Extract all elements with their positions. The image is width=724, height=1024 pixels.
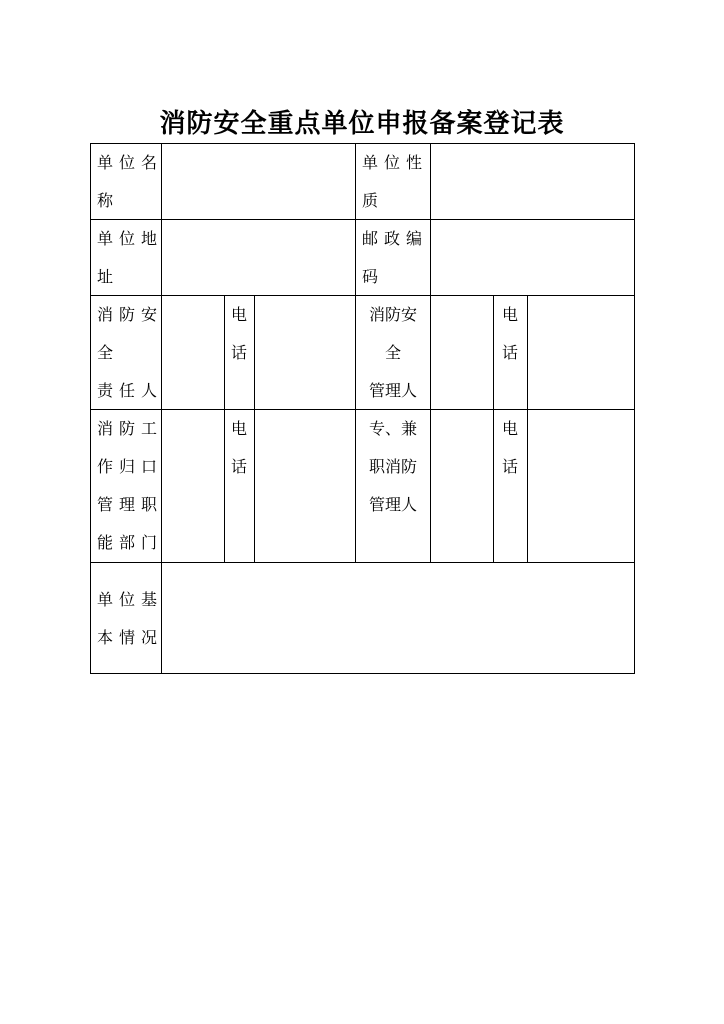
safety-manager-label: 消防安 全 管理人 bbox=[368, 305, 417, 400]
form-title: 消防安全重点单位申报备案登记表 bbox=[159, 109, 565, 139]
table-col-divider bbox=[493, 295, 494, 563]
phone-label: 电 话 bbox=[231, 305, 248, 362]
unit-name-label: 单位名 称 bbox=[97, 153, 164, 210]
safety-responsible-field[interactable] bbox=[162, 296, 224, 409]
unit-nature-field[interactable] bbox=[431, 144, 634, 219]
manager-phone-label: 电 话 bbox=[502, 419, 519, 476]
fire-manager-label: 专、兼 职消防 管理人 bbox=[368, 419, 417, 514]
phone-label: 电 话 bbox=[231, 419, 248, 476]
fire-manager-phone-field[interactable] bbox=[528, 410, 634, 562]
safety-manager-phone-field[interactable] bbox=[528, 296, 634, 409]
fire-manager-field[interactable] bbox=[431, 410, 493, 562]
safety-responsible-label: 消防安 全 责任人 bbox=[97, 305, 164, 400]
safety-responsible-phone-field[interactable] bbox=[255, 296, 355, 409]
department-label: 消防工 作归口 管理职 能部门 bbox=[97, 419, 164, 552]
table-border-bottom bbox=[90, 673, 635, 674]
table-col-divider bbox=[224, 295, 225, 563]
table-border-right bbox=[634, 143, 635, 674]
postcode-field[interactable] bbox=[431, 220, 634, 295]
department-phone-field[interactable] bbox=[255, 410, 355, 562]
unit-address-label: 单位地 址 bbox=[97, 229, 164, 286]
postcode-label: 邮政编 码 bbox=[362, 229, 429, 286]
manager-phone-label: 电 话 bbox=[502, 305, 519, 362]
table-border-left bbox=[90, 143, 91, 674]
basic-info-field[interactable] bbox=[162, 563, 634, 673]
basic-info-label: 单位基 本情况 bbox=[97, 590, 164, 647]
unit-address-field[interactable] bbox=[162, 220, 355, 295]
safety-manager-field[interactable] bbox=[431, 296, 493, 409]
unit-name-field[interactable] bbox=[162, 144, 355, 219]
unit-nature-label: 单位性 质 bbox=[362, 153, 429, 210]
department-field[interactable] bbox=[162, 410, 224, 562]
